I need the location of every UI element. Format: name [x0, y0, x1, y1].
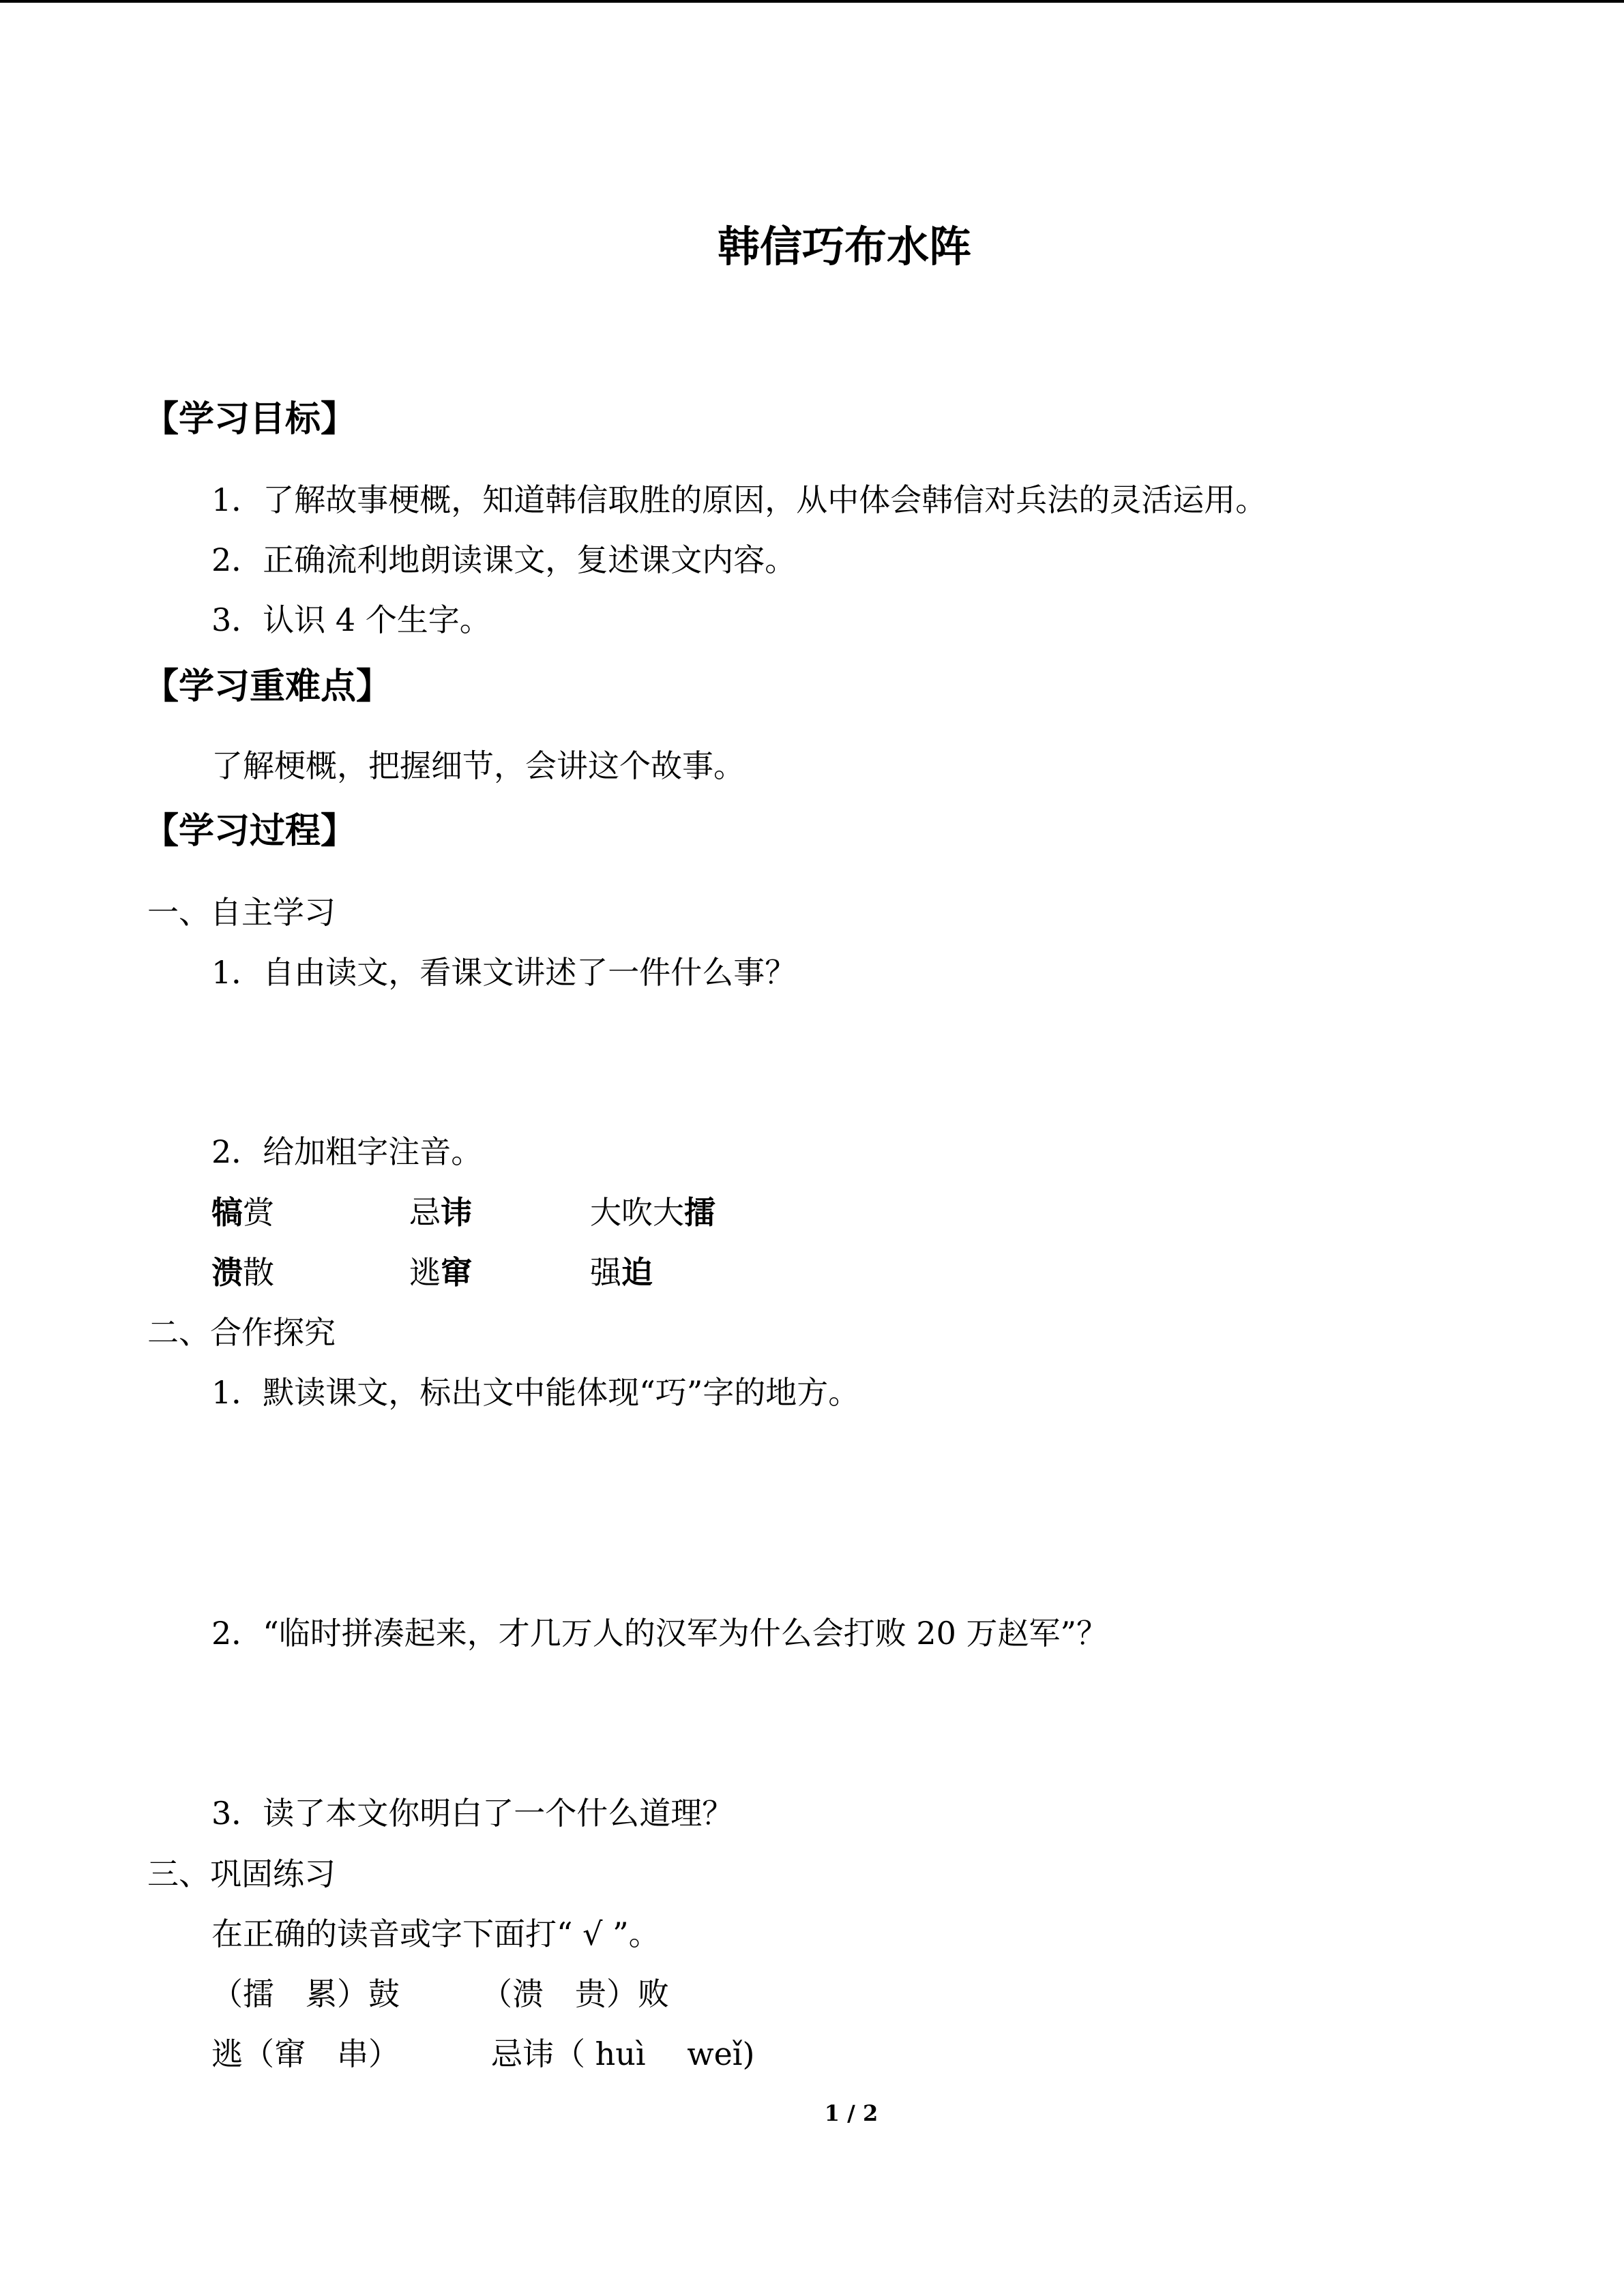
- part2-question-2: 2．“临时拼凑起来，才几万人的汉军为什么会打败 20 万赵军”？: [211, 1615, 1108, 1652]
- part3-title: 三、巩固练习: [147, 1855, 336, 1892]
- word-taocuan: [409, 1248, 472, 1293]
- part2-question-1: 1．默读课文，标出文中能体现“巧”字的地方。: [211, 1374, 860, 1411]
- objective-item-2: 2．正确流利地朗读课文，复述课文内容。: [211, 541, 797, 578]
- page-number: 1 / 2: [824, 2100, 879, 2126]
- bold-char: 迫: [621, 1254, 653, 1291]
- bold-char: 擂: [684, 1194, 715, 1231]
- objective-item-3: 3．认识 4 个生字。: [211, 601, 491, 638]
- exercise-row2-left: 逃（窜 串）: [211, 2036, 400, 2072]
- part1-question-1: 1．自由读文，看课文讲述了一件什么事？: [211, 954, 797, 991]
- plain-chars: 赏: [243, 1194, 274, 1231]
- plain-chars: 强: [590, 1254, 621, 1291]
- part2-title: 二、合作探究: [147, 1314, 336, 1351]
- exercise-row2-right: 忌讳（ huì weǐ): [491, 2036, 755, 2072]
- plain-chars: 逃: [409, 1254, 441, 1291]
- exercise-row1-left: （擂 累）鼓: [211, 1976, 400, 2012]
- bold-char: 窜: [441, 1254, 472, 1291]
- bold-char: 讳: [441, 1194, 472, 1231]
- part3-instruction: 在正确的读音或字下面打“ √ ”。: [211, 1915, 660, 1952]
- word-qiangpo: [590, 1248, 653, 1293]
- word-kaoshang: [211, 1188, 274, 1233]
- exercise-row1-right: （溃 贵）败: [481, 1976, 669, 2012]
- plain-chars: 散: [243, 1254, 274, 1291]
- part2-question-3: 3．读了本文你明白了一个什么道理？: [211, 1795, 734, 1832]
- bold-char: 犒: [211, 1194, 243, 1231]
- key-points-text: 了解梗概，把握细节，会讲这个故事。: [211, 747, 745, 784]
- page-title: 韩信巧布水阵: [717, 222, 971, 271]
- bold-char: 溃: [211, 1254, 243, 1291]
- part1-question-2: 2．给加粗字注音。: [211, 1133, 483, 1170]
- word-dachuidalei: [590, 1188, 715, 1233]
- word-kuisan: [211, 1248, 274, 1293]
- process-heading: 【学习过程】: [143, 811, 357, 852]
- objectives-heading: 【学习目标】: [143, 399, 357, 440]
- plain-chars: 忌: [409, 1194, 441, 1231]
- word-jihui: [409, 1188, 472, 1233]
- part1-title: 一、自主学习: [147, 894, 336, 931]
- objective-item-1: 1．了解故事梗概，知道韩信取胜的原因，从中体会韩信对兵法的灵活运用。: [211, 481, 1267, 518]
- plain-chars: 大吹大: [590, 1194, 684, 1231]
- key-points-heading: 【学习重难点】: [143, 666, 392, 707]
- page-top-border: [0, 0, 1624, 3]
